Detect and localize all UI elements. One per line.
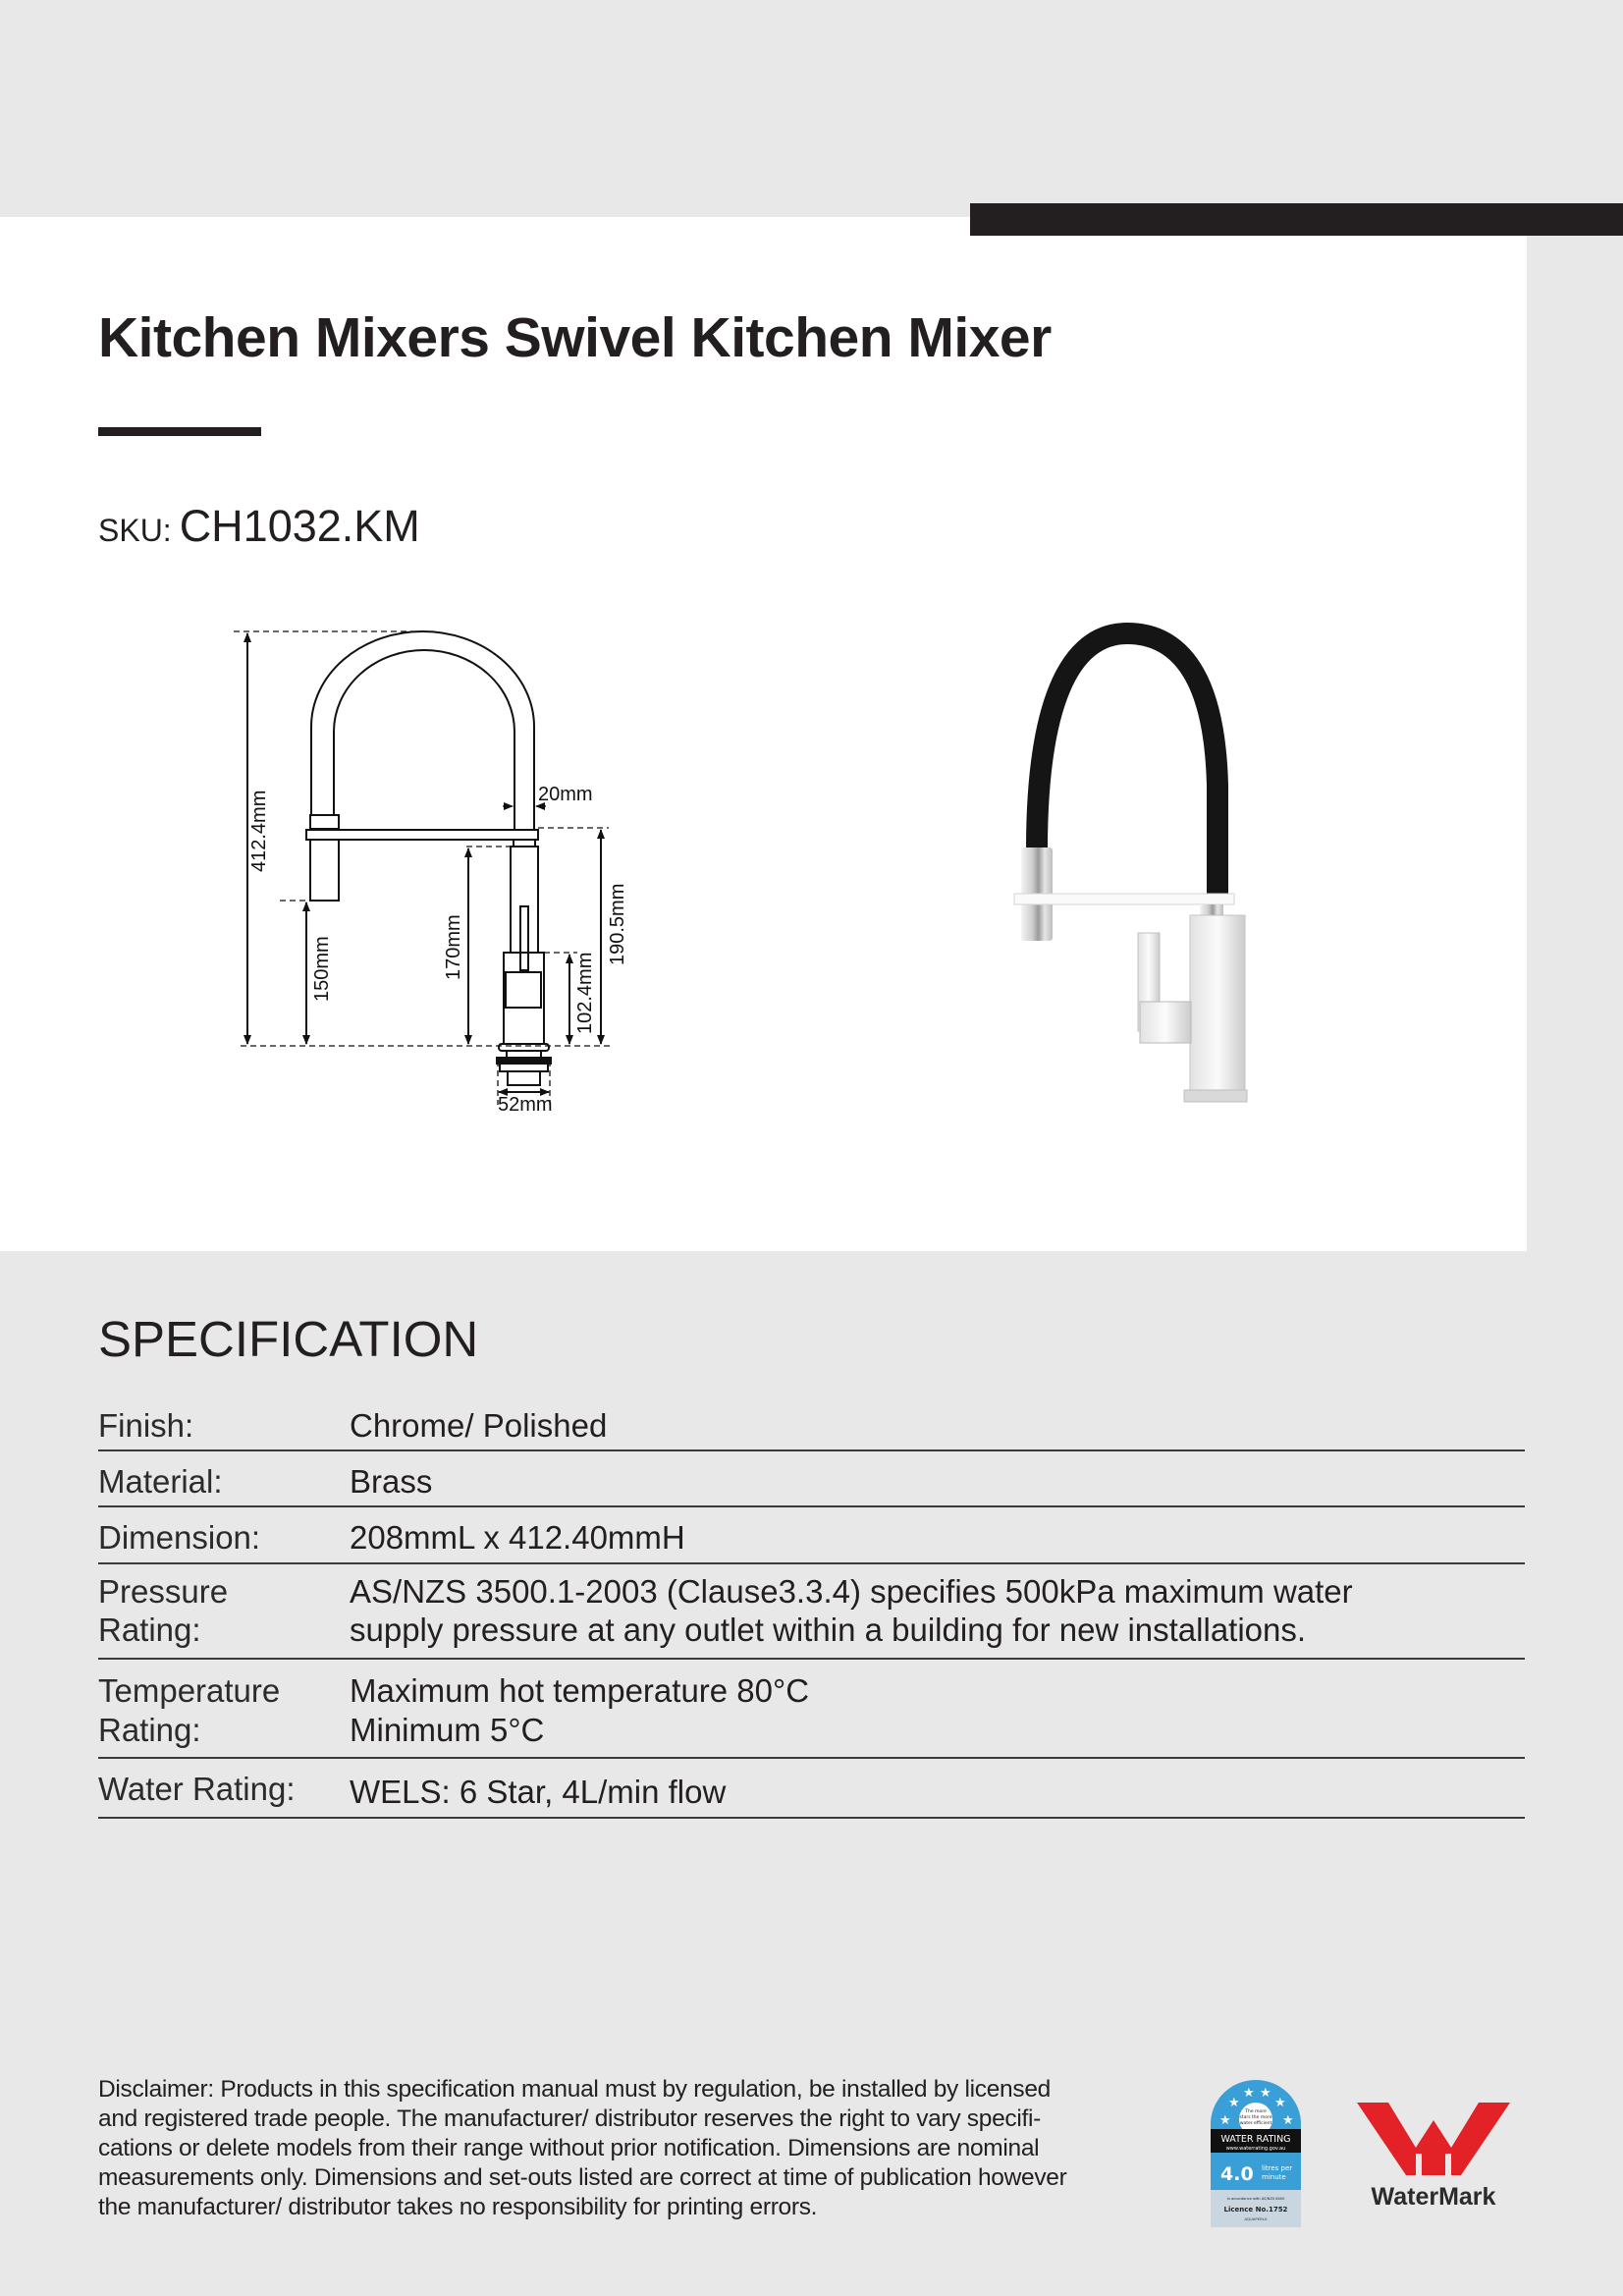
dim-190-label: 190.5mm bbox=[607, 883, 628, 965]
dim-102-label: 102.4mm bbox=[574, 952, 596, 1034]
spec-label: Dimension: bbox=[98, 1519, 261, 1556]
dim-412-label: 412.4mm bbox=[248, 790, 270, 872]
spec-label: Water Rating: bbox=[98, 1771, 296, 1807]
page-title: Kitchen Mixers Swivel Kitchen Mixer bbox=[98, 306, 1052, 369]
product-photo bbox=[982, 609, 1276, 1120]
svg-text:★: ★ bbox=[1260, 2086, 1271, 2101]
dim-170-label: 170mm bbox=[443, 914, 464, 980]
svg-text:★: ★ bbox=[1243, 2086, 1255, 2101]
sku-value: CH1032.KM bbox=[179, 501, 420, 551]
dimension-arrows bbox=[247, 633, 601, 1092]
spec-row-finish bbox=[98, 1394, 1525, 1451]
disclaimer bbox=[98, 2075, 1159, 2222]
spec-label: Rating: bbox=[98, 1712, 201, 1748]
wels-brand: AQUAPERLA bbox=[1244, 2216, 1268, 2221]
tap-outline bbox=[306, 631, 551, 1085]
title-underline bbox=[98, 427, 261, 436]
wels-standard: In accordance with AS/NZS 6400 bbox=[1226, 2197, 1285, 2201]
spec-label: Material: bbox=[98, 1463, 223, 1500]
watermark-text: WaterMark bbox=[1371, 2183, 1496, 2211]
water-rating-label bbox=[1211, 2080, 1301, 2227]
wels-unit: litres per bbox=[1262, 2164, 1293, 2172]
disclaimer-line: measurements only. Dimensions and set-outs listed are correct at time of publication however bbox=[98, 2164, 1067, 2191]
dim-52-label: 52mm bbox=[498, 1094, 553, 1116]
svg-text:★: ★ bbox=[1274, 2096, 1286, 2110]
spec-row-water-rating bbox=[98, 1759, 1525, 1819]
wels-tagline: water efficient bbox=[1239, 2121, 1272, 2126]
spec-label: Finish: bbox=[98, 1407, 194, 1444]
spec-value: Minimum 5°C bbox=[350, 1712, 545, 1748]
spec-row-dimension bbox=[98, 1507, 1525, 1564]
specification-heading: SPECIFICATION bbox=[98, 1311, 479, 1367]
spec-row-temperature-rating bbox=[98, 1660, 1525, 1759]
spec-value: AS/NZS 3500.1-2003 (Clause3.3.4) specifies 500kPa maximum water bbox=[350, 1573, 1353, 1610]
wels-tagline: The more bbox=[1245, 2109, 1267, 2114]
spec-label: Pressure bbox=[98, 1573, 229, 1610]
header-accent-bar bbox=[970, 203, 1623, 236]
spec-value: 208mmL x 412.40mmH bbox=[350, 1519, 685, 1556]
dim-150-label: 150mm bbox=[311, 936, 333, 1002]
wels-tagline: stars the more bbox=[1239, 2115, 1272, 2120]
spec-value: Brass bbox=[350, 1463, 433, 1500]
spec-label: Rating: bbox=[98, 1612, 201, 1648]
spec-value: Maximum hot temperature 80°C bbox=[350, 1672, 810, 1709]
sku bbox=[98, 499, 420, 565]
wels-licence: Licence No.1752 bbox=[1223, 2206, 1288, 2214]
spec-value: supply pressure at any outlet within a building for new installations. bbox=[350, 1612, 1307, 1648]
dimension-drawing bbox=[196, 609, 687, 1120]
dimension-guides bbox=[234, 631, 614, 1105]
dim-20-label: 20mm bbox=[538, 784, 593, 805]
svg-text:★: ★ bbox=[1219, 2113, 1231, 2128]
sku-label: SKU: bbox=[98, 513, 172, 548]
disclaimer-line: cations or delete models from their range without prior notification. Dimensions are nominal bbox=[98, 2135, 1040, 2161]
spec-row-material bbox=[98, 1451, 1525, 1507]
watermark-w-icon bbox=[1357, 2103, 1510, 2175]
specification-table bbox=[98, 1394, 1525, 1819]
svg-text:★: ★ bbox=[1228, 2096, 1240, 2110]
watermark-logo bbox=[1345, 2097, 1522, 2213]
svg-text:★: ★ bbox=[1282, 2113, 1294, 2128]
disclaimer-line: Disclaimer: Products in this specification manual must by regulation, be installed by licensed bbox=[98, 2076, 1051, 2103]
wels-rating: 4.0 bbox=[1220, 2163, 1254, 2185]
spec-value: Chrome/ Polished bbox=[350, 1407, 608, 1444]
spec-row-pressure-rating bbox=[98, 1564, 1525, 1660]
disclaimer-line: the manufacturer/ distributor takes no responsibility for printing errors. bbox=[98, 2194, 818, 2220]
spec-value: WELS: 6 Star, 4L/min flow bbox=[350, 1774, 727, 1810]
wels-unit: minute bbox=[1262, 2173, 1286, 2181]
spec-label: Temperature bbox=[98, 1672, 281, 1709]
disclaimer-line: and registered trade people. The manufacturer/ distributor reserves the right to vary specifi- bbox=[98, 2105, 1042, 2132]
wels-url: www.waterrating.gov.au bbox=[1225, 2146, 1286, 2152]
wels-title: WATER RATING bbox=[1220, 2134, 1291, 2145]
